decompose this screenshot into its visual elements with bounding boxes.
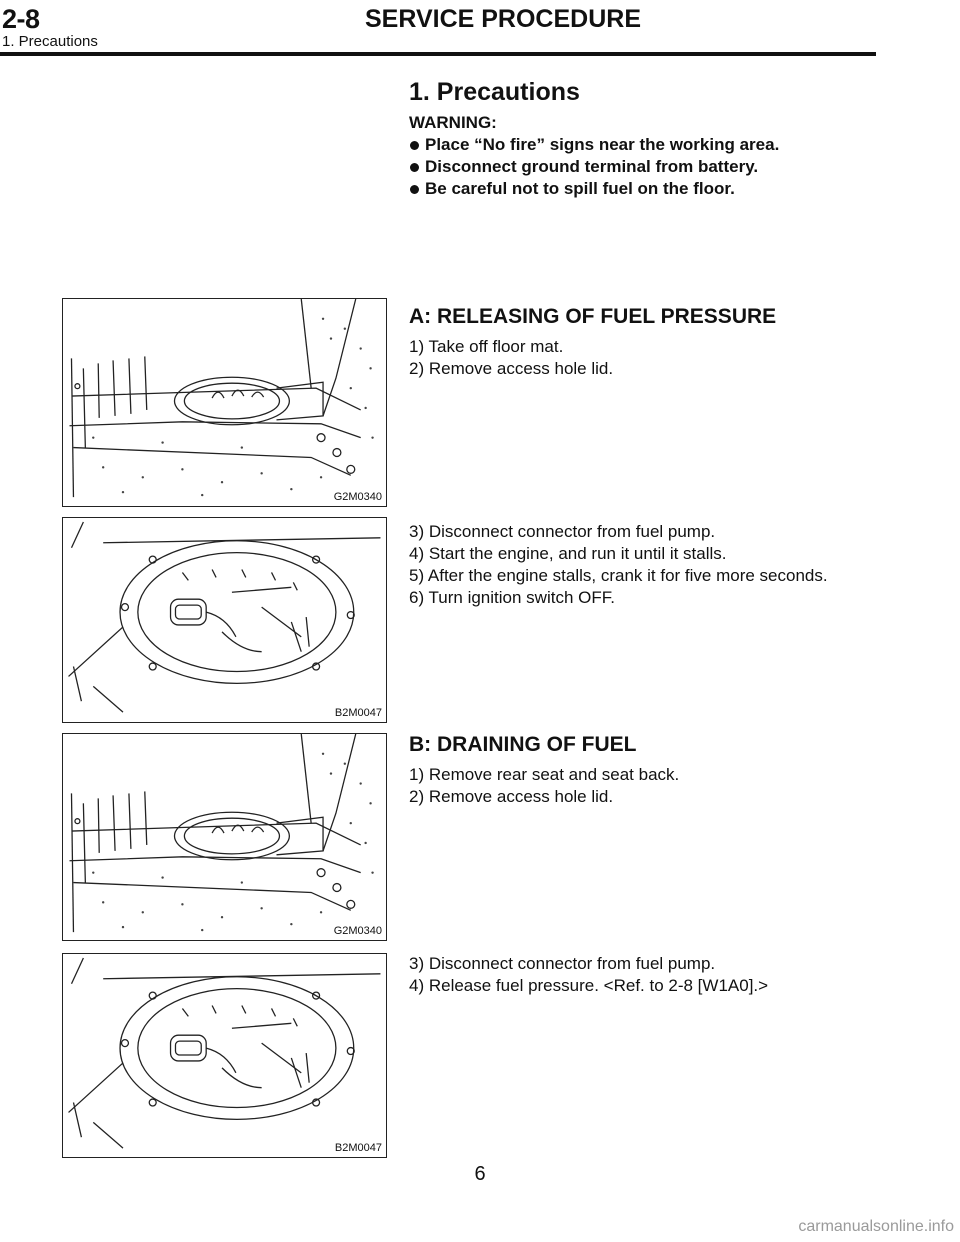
steps-a-part2	[409, 521, 828, 609]
figure-caption: G2M0340	[333, 925, 382, 937]
page-header-subtitle: 1. Precautions	[2, 33, 98, 50]
figure-caption: G2M0340	[333, 491, 382, 503]
fuel-pump-connector-illustration	[63, 954, 386, 1157]
steps-a-part1	[409, 336, 613, 380]
warning-item: Be careful not to spill fuel on the floor.	[409, 178, 779, 200]
step-item: 4) Release fuel pressure. <Ref. to 2-8 [W1A0].>	[409, 976, 769, 995]
header-rule	[0, 52, 876, 56]
section-number: 2-8	[2, 4, 40, 34]
steps-b-part1	[409, 764, 679, 808]
subsection-title-b: B: DRAINING OF FUEL	[409, 733, 637, 756]
bullet-icon	[410, 185, 419, 194]
step-item: 3) Disconnect connector from fuel pump.	[409, 522, 716, 541]
step-item: 6) Turn ignition switch OFF.	[409, 588, 615, 607]
floor-access-lid-illustration	[63, 734, 386, 940]
step-item: 3) Disconnect connector from fuel pump.	[409, 954, 716, 973]
warning-label: WARNING:	[409, 113, 497, 132]
steps-b-part2	[409, 953, 768, 997]
step-item: 5) After the engine stalls, crank it for five more seconds.	[409, 566, 828, 585]
subsection-title-a: A: RELEASING OF FUEL PRESSURE	[409, 305, 777, 328]
figure-caption: B2M0047	[334, 1142, 382, 1154]
step-item: 4) Start the engine, and run it until it stalls.	[409, 544, 727, 563]
bullet-icon	[410, 163, 419, 172]
floor-access-lid-illustration	[63, 299, 386, 506]
step-item: 2) Remove access hole lid.	[409, 359, 614, 378]
figure-fuel-pump-connector	[62, 517, 387, 723]
bullet-icon	[410, 141, 419, 150]
step-item: 1) Take off floor mat.	[409, 337, 564, 356]
warning-item: Place “No fire” signs near the working area.	[409, 134, 779, 156]
figure-fuel-pump-connector	[62, 953, 387, 1158]
warning-item: Disconnect ground terminal from battery.	[409, 156, 779, 178]
page-number: 6	[474, 1163, 486, 1185]
figure-caption: B2M0047	[334, 707, 382, 719]
section-title: 1. Precautions	[409, 78, 580, 106]
figure-floor-access-lid	[62, 298, 387, 507]
warning-block	[409, 112, 779, 200]
page-header-title: SERVICE PROCEDURE	[365, 5, 641, 33]
step-item: 2) Remove access hole lid.	[409, 787, 614, 806]
figure-floor-access-lid	[62, 733, 387, 941]
step-item: 1) Remove rear seat and seat back.	[409, 765, 680, 784]
watermark: carmanualsonline.info	[798, 1218, 954, 1235]
fuel-pump-connector-illustration	[63, 518, 386, 722]
